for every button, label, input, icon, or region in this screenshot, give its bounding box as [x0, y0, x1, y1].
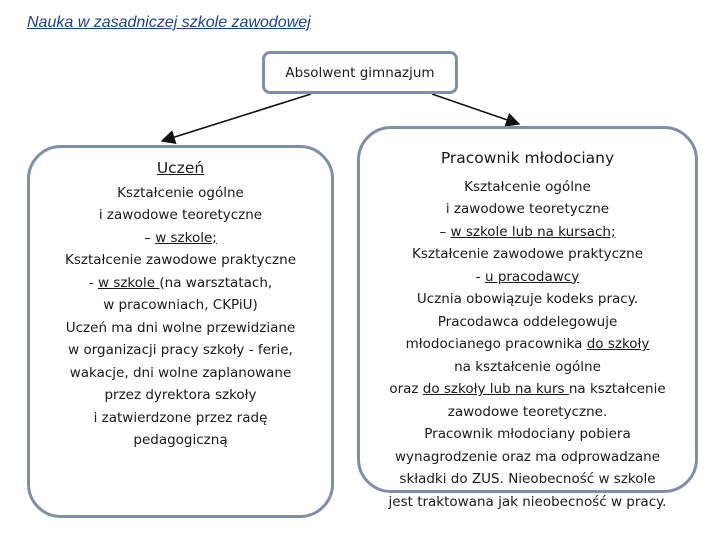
text-line: Ucznia obowiązuje kodeks pracy. [416, 291, 639, 307]
text-line: Pracownik młodociany pobiera [424, 426, 631, 442]
text-line: w organizacji pracy szkoły - ferie, [68, 342, 293, 358]
text-line: w pracowniach, CKPiU) [103, 297, 258, 313]
uczen-text [30, 182, 331, 452]
text-line: – w szkole; [144, 229, 217, 246]
text-line: Kształcenie ogólne [117, 184, 244, 201]
text-line: wynagrodzenie oraz ma odprowadzane [395, 448, 660, 465]
text-line: i zawodowe teoretyczne [445, 201, 610, 217]
pracownik-heading: Pracownik młodociany [440, 149, 615, 167]
text-line: Kształcenie ogólne [464, 178, 591, 195]
uczen-card [27, 145, 334, 518]
text-line: młodocianego pracownika do szkoły [405, 336, 650, 352]
text-line: na kształcenie ogólne [454, 358, 601, 375]
text-line: jest traktowana jak nieobecność w pracy. [388, 493, 667, 510]
arrow-to-pracownik [432, 94, 519, 124]
text-line: Pracodawca oddelegowuje [437, 313, 618, 330]
pracownik-text [360, 176, 695, 514]
text-line: Kształcenie zawodowe praktyczne [65, 252, 296, 268]
absolwent-label: Absolwent gimnazjum [285, 64, 435, 81]
text-line: Uczeń ma dni wolne przewidziane [65, 319, 296, 336]
absolwent-box [262, 51, 458, 94]
pracownik-card [357, 126, 698, 510]
text-line: zawodowe teoretyczne. [447, 403, 608, 420]
text-line: składki do ZUS. Nieobecność w szkole [399, 471, 656, 487]
text-line: przez dyrektora szkoły [104, 387, 257, 403]
text-line: - u pracodawcy [475, 268, 580, 285]
arrow-to-uczen [162, 94, 311, 141]
text-line: oraz do szkoły lub na kurs na kształcenie [389, 381, 666, 397]
text-line: – w szkole lub na kursach; [439, 223, 616, 240]
text-line: i zawodowe teoretyczne [98, 207, 263, 223]
text-line: i zatwierdzone przez radę [93, 409, 268, 426]
text-line: - w szkole (na warsztatach, [88, 274, 273, 291]
page-title: Nauka w zasadniczej szkole zawodowej [27, 14, 311, 31]
text-line: pedagogiczną [133, 432, 228, 448]
text-line: Kształcenie zawodowe praktyczne [412, 246, 643, 262]
text-line: wakacje, dni wolne zaplanowane [69, 364, 292, 381]
uczen-heading: Uczeń [156, 159, 205, 177]
